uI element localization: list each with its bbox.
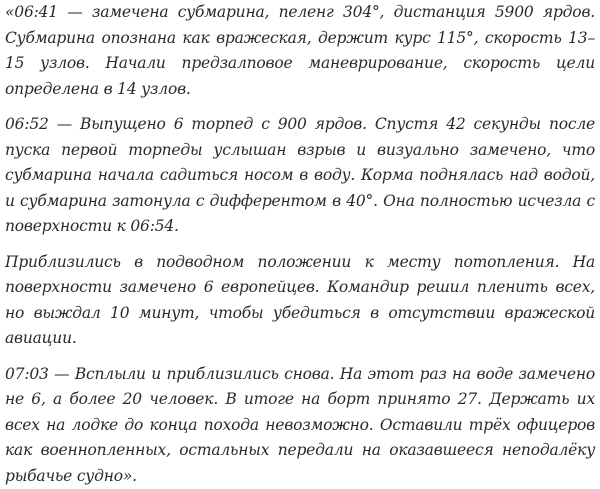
paragraph-2: 06:52 — Выпущено 6 торпед с 900 ярдов. Спустя 42 секунды после пуска первой торпеды услышан взрыв и визуально замечено, что субмарина начала садиться носом в воду. Корма поднялась над водой, и субмарина затонула с дифферентом в 40°. Она полностью исчезла с поверхности к 06:54. [5,115,595,235]
paragraph-1: «06:41 — замечена субмарина, пеленг 304°, дистанция 5900 ярдов. Субмарина опознана как вражеская, держит курс 115°, скорость 13–15 узлов. Начали предзалповое маневрирование, скорость цели определена в 14 узлов. [5,3,595,98]
paragraph-3: Приблизились в подводном положении к месту потопления. На поверхности замечено 6 европейцев. Командир решил пленить всех, но выждал 10 минут, чтобы убедиться в отсутствии вражеской авиации. [5,252,595,347]
paragraph-4: 07:03 — Всплыли и приблизились снова. На этот раз на воде замечено не 6, а более 20 человек. В итоге на борт принято 27. Держать их всех на лодке до конца похода невозможно. Оставили трёх офицеров как военнопленных, остальных передали на оказавшееся неподалёку рыбачье судно». [5,364,595,485]
